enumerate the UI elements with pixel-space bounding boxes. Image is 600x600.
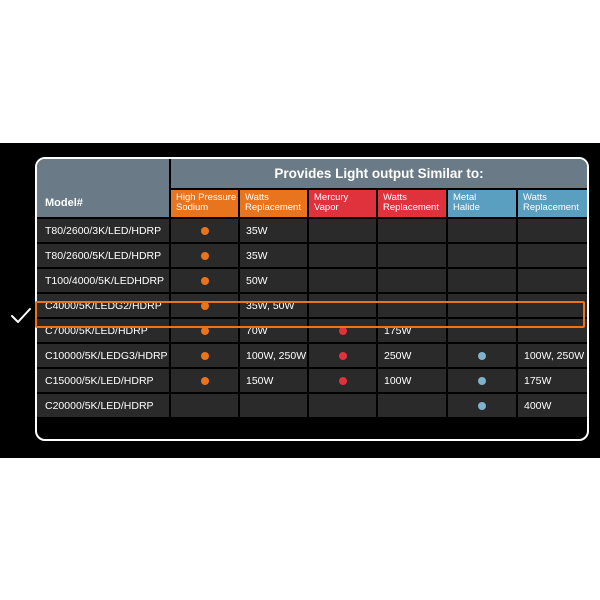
indicator-cell [171, 394, 238, 417]
hps-watts-cell: 100W, 250W [240, 344, 307, 367]
column-header-line1: Watts [383, 192, 407, 203]
table-row [37, 219, 587, 242]
mh-watts-cell: 100W, 250W [518, 344, 587, 367]
hps-dot-icon [201, 227, 209, 235]
model-cell: C7000/5K/LED/HDRP [37, 319, 169, 342]
column-header-line1: Watts [245, 192, 269, 203]
mv-watts-cell: 175W [378, 319, 446, 342]
column-header-0 [171, 190, 238, 217]
model-column-header: Model# [37, 159, 169, 217]
column-header-4 [448, 190, 516, 217]
column-header-line2: Vapor [314, 202, 339, 213]
column-header-1 [240, 190, 307, 217]
column-header-line1: High Pressure [176, 192, 237, 203]
mv-watts-cell [378, 269, 446, 292]
indicator-cell [171, 244, 238, 267]
mh-dot-icon [478, 377, 486, 385]
indicator-cell [448, 394, 516, 417]
model-cell: T80/2600/3K/LED/HDRP [37, 219, 169, 242]
hps-watts-cell [240, 394, 307, 417]
hps-watts-cell: 35W [240, 219, 307, 242]
table-row [37, 394, 587, 417]
hps-dot-icon [201, 252, 209, 260]
model-cell: C20000/5K/LED/HDRP [37, 394, 169, 417]
hps-watts-cell: 35W, 50W [240, 294, 307, 317]
mh-watts-cell [518, 219, 587, 242]
column-header-line1: Mercury [314, 192, 349, 203]
column-header-line1: Metal [453, 192, 477, 203]
indicator-cell [448, 244, 516, 267]
indicator-cell [309, 344, 376, 367]
indicator-cell [171, 344, 238, 367]
selected-row-highlight [35, 301, 585, 328]
hps-watts-cell: 150W [240, 369, 307, 392]
model-cell: T100/4000/5K/LEDHDRP [37, 269, 169, 292]
hps-dot-icon [201, 377, 209, 385]
mv-watts-cell [378, 394, 446, 417]
indicator-cell [309, 219, 376, 242]
indicator-cell [309, 244, 376, 267]
column-header-line2: Replacement [523, 202, 579, 213]
column-header-line1: Watts [523, 192, 547, 203]
indicator-cell [171, 269, 238, 292]
mh-watts-cell [518, 244, 587, 267]
column-header-5 [518, 190, 587, 217]
indicator-cell [448, 269, 516, 292]
hps-dot-icon [201, 352, 209, 360]
table-row [37, 244, 587, 267]
indicator-cell [448, 344, 516, 367]
mh-watts-cell [518, 269, 587, 292]
mv-dot-icon [339, 352, 347, 360]
column-header-2 [309, 190, 376, 217]
model-cell: C10000/5K/LEDG3/HDRP [37, 344, 169, 367]
table-row [37, 269, 587, 292]
mh-watts-cell: 400W [518, 394, 587, 417]
mh-dot-icon [478, 352, 486, 360]
indicator-cell [448, 219, 516, 242]
indicator-cell [309, 369, 376, 392]
checkmark-icon [10, 300, 32, 330]
model-cell: C4000/5K/LEDG2/HDRP [37, 294, 169, 317]
comparison-table [35, 157, 589, 441]
indicator-cell [309, 394, 376, 417]
model-cell: T80/2600/5K/LED/HDRP [37, 244, 169, 267]
mh-watts-cell: 175W [518, 369, 587, 392]
column-header-line2: Sodium [176, 202, 209, 213]
table-row [37, 344, 587, 367]
mv-watts-cell: 100W [378, 369, 446, 392]
mv-dot-icon [339, 377, 347, 385]
mh-dot-icon [478, 402, 486, 410]
hps-dot-icon [201, 277, 209, 285]
indicator-cell [171, 369, 238, 392]
column-header-line2: Replacement [245, 202, 301, 213]
table-row [37, 369, 587, 392]
hps-watts-cell: 70W [240, 319, 307, 342]
mv-watts-cell [378, 244, 446, 267]
table-title: Provides Light output Similar to: [171, 159, 587, 188]
mv-watts-cell [378, 219, 446, 242]
indicator-cell [448, 369, 516, 392]
hps-watts-cell: 50W [240, 269, 307, 292]
column-header-3 [378, 190, 446, 217]
hps-watts-cell: 35W [240, 244, 307, 267]
indicator-cell [309, 269, 376, 292]
column-header-line2: Replacement [383, 202, 439, 213]
model-cell: C15000/5K/LED/HDRP [37, 369, 169, 392]
indicator-cell [171, 219, 238, 242]
column-header-line2: Halide [453, 202, 480, 213]
mv-watts-cell: 250W [378, 344, 446, 367]
